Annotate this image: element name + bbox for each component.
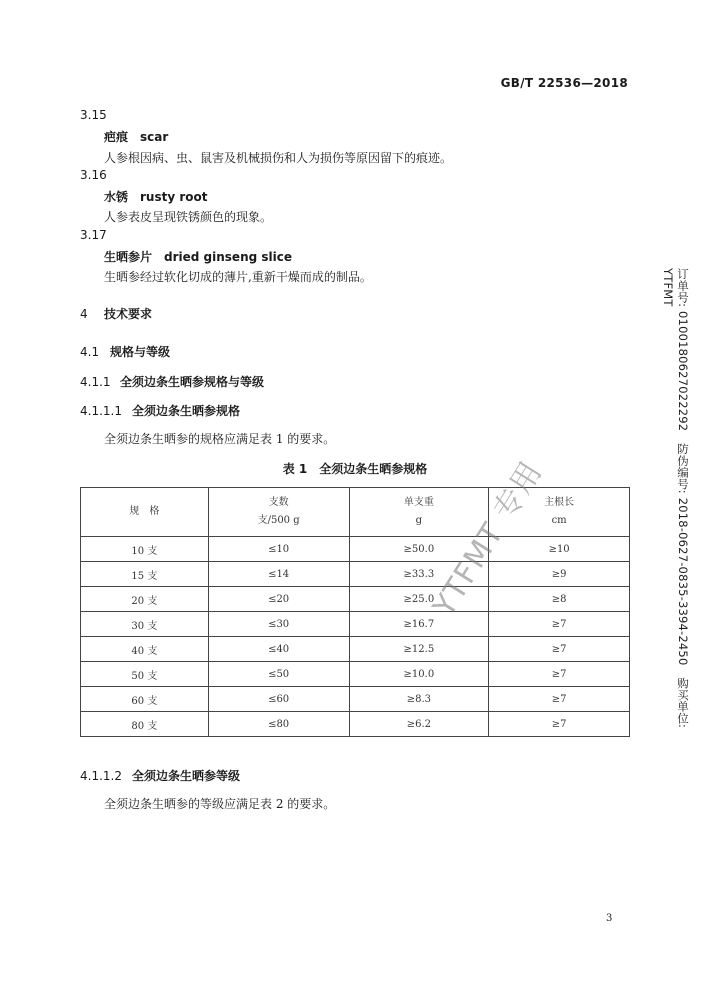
section-number: 4.1.1 — [80, 375, 111, 389]
section-number: 4.1.1.1 — [80, 404, 122, 418]
header-label: 单支重 — [403, 497, 434, 508]
term-number: 3.16 — [80, 168, 107, 182]
term-en: scar — [140, 130, 169, 144]
section-title: 全须边条生晒参规格与等级 — [120, 375, 265, 389]
table-row — [81, 637, 630, 662]
table-cell: ≥10 — [489, 537, 630, 562]
table-cell: 10 支 — [81, 537, 209, 562]
table-cell: ≤40 — [208, 637, 349, 662]
section-heading-4-1-1-2 — [80, 767, 240, 784]
section-title: 技术要求 — [104, 307, 153, 321]
order-info-side-note: 订单号: 0100180627022292 防伪编号: 2018-0627-0835-3394-2450 购买单位: YTFMT — [661, 268, 690, 729]
table-cell: ≥7 — [489, 712, 630, 737]
term-definition: 生晒参经过软化切成的薄片,重新干燥而成的制品。 — [104, 270, 372, 284]
section-number: 4 — [80, 307, 88, 321]
term-definition: 人参根因病、虫、鼠害及机械损伤和人为损伤等原因留下的痕迹。 — [104, 151, 453, 165]
table-cell: ≥7 — [489, 637, 630, 662]
section-title: 全须边条生晒参等级 — [132, 769, 241, 783]
term-title — [104, 128, 168, 145]
header-label: 支数 — [268, 497, 289, 508]
term-en: dried ginseng slice — [164, 250, 293, 264]
table-cell: 30 支 — [81, 612, 209, 637]
table-caption: 表 1 全须边条生晒参规格 — [282, 462, 428, 476]
table-row — [81, 712, 630, 737]
table-row — [81, 662, 630, 687]
table-cell: ≥9 — [489, 562, 630, 587]
table-cell: ≥10.0 — [349, 662, 489, 687]
term-title — [104, 248, 292, 265]
table-cell: 80 支 — [81, 712, 209, 737]
table-cell: ≥8.3 — [349, 687, 489, 712]
section-heading-4 — [80, 305, 152, 322]
header-cell — [81, 488, 209, 537]
table-cell: ≥50.0 — [349, 537, 489, 562]
table-row — [81, 537, 630, 562]
table-cell: ≥7 — [489, 662, 630, 687]
table-cell: ≥7 — [489, 687, 630, 712]
term-zh: 生晒参片 — [104, 250, 153, 264]
table-cell: 50 支 — [81, 662, 209, 687]
table-cell: ≥25.0 — [349, 587, 489, 612]
section-title: 全须边条生晒参规格 — [132, 404, 241, 418]
table-cell: ≤14 — [208, 562, 349, 587]
table-cell: ≤20 — [208, 587, 349, 612]
page-number: 3 — [606, 913, 613, 924]
table-cell: 60 支 — [81, 687, 209, 712]
table-cell: ≥12.5 — [349, 637, 489, 662]
paragraph: 全须边条生晒参的规格应满足表 1 的要求。 — [104, 432, 336, 446]
term-number: 3.17 — [80, 228, 107, 242]
term-zh: 疤痕 — [104, 130, 129, 144]
table-row — [81, 612, 630, 637]
watermark: YTFMT 专用 — [426, 455, 550, 623]
spec-table — [80, 487, 630, 737]
table-cell: ≥16.7 — [349, 612, 489, 637]
term-zh: 水锈 — [104, 190, 129, 204]
standard-number: GB/T 22536—2018 — [500, 76, 628, 90]
section-title: 规格与等级 — [110, 345, 171, 359]
table-cell: ≤50 — [208, 662, 349, 687]
table-row — [81, 687, 630, 712]
header-unit: g — [415, 515, 423, 526]
table-cell: ≥7 — [489, 612, 630, 637]
section-number: 4.1.1.2 — [80, 769, 122, 783]
table-cell: ≤10 — [208, 537, 349, 562]
paragraph: 全须边条生晒参的等级应满足表 2 的要求。 — [104, 797, 336, 811]
table-cell: 40 支 — [81, 637, 209, 662]
section-number: 4.1 — [80, 345, 100, 359]
term-title — [104, 188, 208, 205]
header-cell — [208, 488, 349, 537]
header-label: 规 格 — [129, 506, 160, 517]
header-unit: 支/500 g — [257, 515, 300, 526]
table-header-row — [81, 488, 630, 537]
table-row — [81, 562, 630, 587]
header-cell — [489, 488, 630, 537]
term-number: 3.15 — [80, 108, 107, 122]
table-cell: ≤80 — [208, 712, 349, 737]
section-heading-4-1 — [80, 343, 170, 360]
table-cell: ≥33.3 — [349, 562, 489, 587]
table-cell: ≤60 — [208, 687, 349, 712]
header-cell — [349, 488, 489, 537]
table-cell: ≥6.2 — [349, 712, 489, 737]
term-en: rusty root — [140, 190, 208, 204]
table-row — [81, 587, 630, 612]
header-label: 主根长 — [544, 497, 575, 508]
table-cell: 20 支 — [81, 587, 209, 612]
section-heading-4-1-1-1 — [80, 402, 240, 419]
table-cell: ≤30 — [208, 612, 349, 637]
header-unit: cm — [551, 515, 567, 526]
table-cell: 15 支 — [81, 562, 209, 587]
section-heading-4-1-1 — [80, 373, 264, 390]
term-definition: 人参表皮呈现铁锈颜色的现象。 — [104, 210, 273, 224]
table-cell: ≥8 — [489, 587, 630, 612]
